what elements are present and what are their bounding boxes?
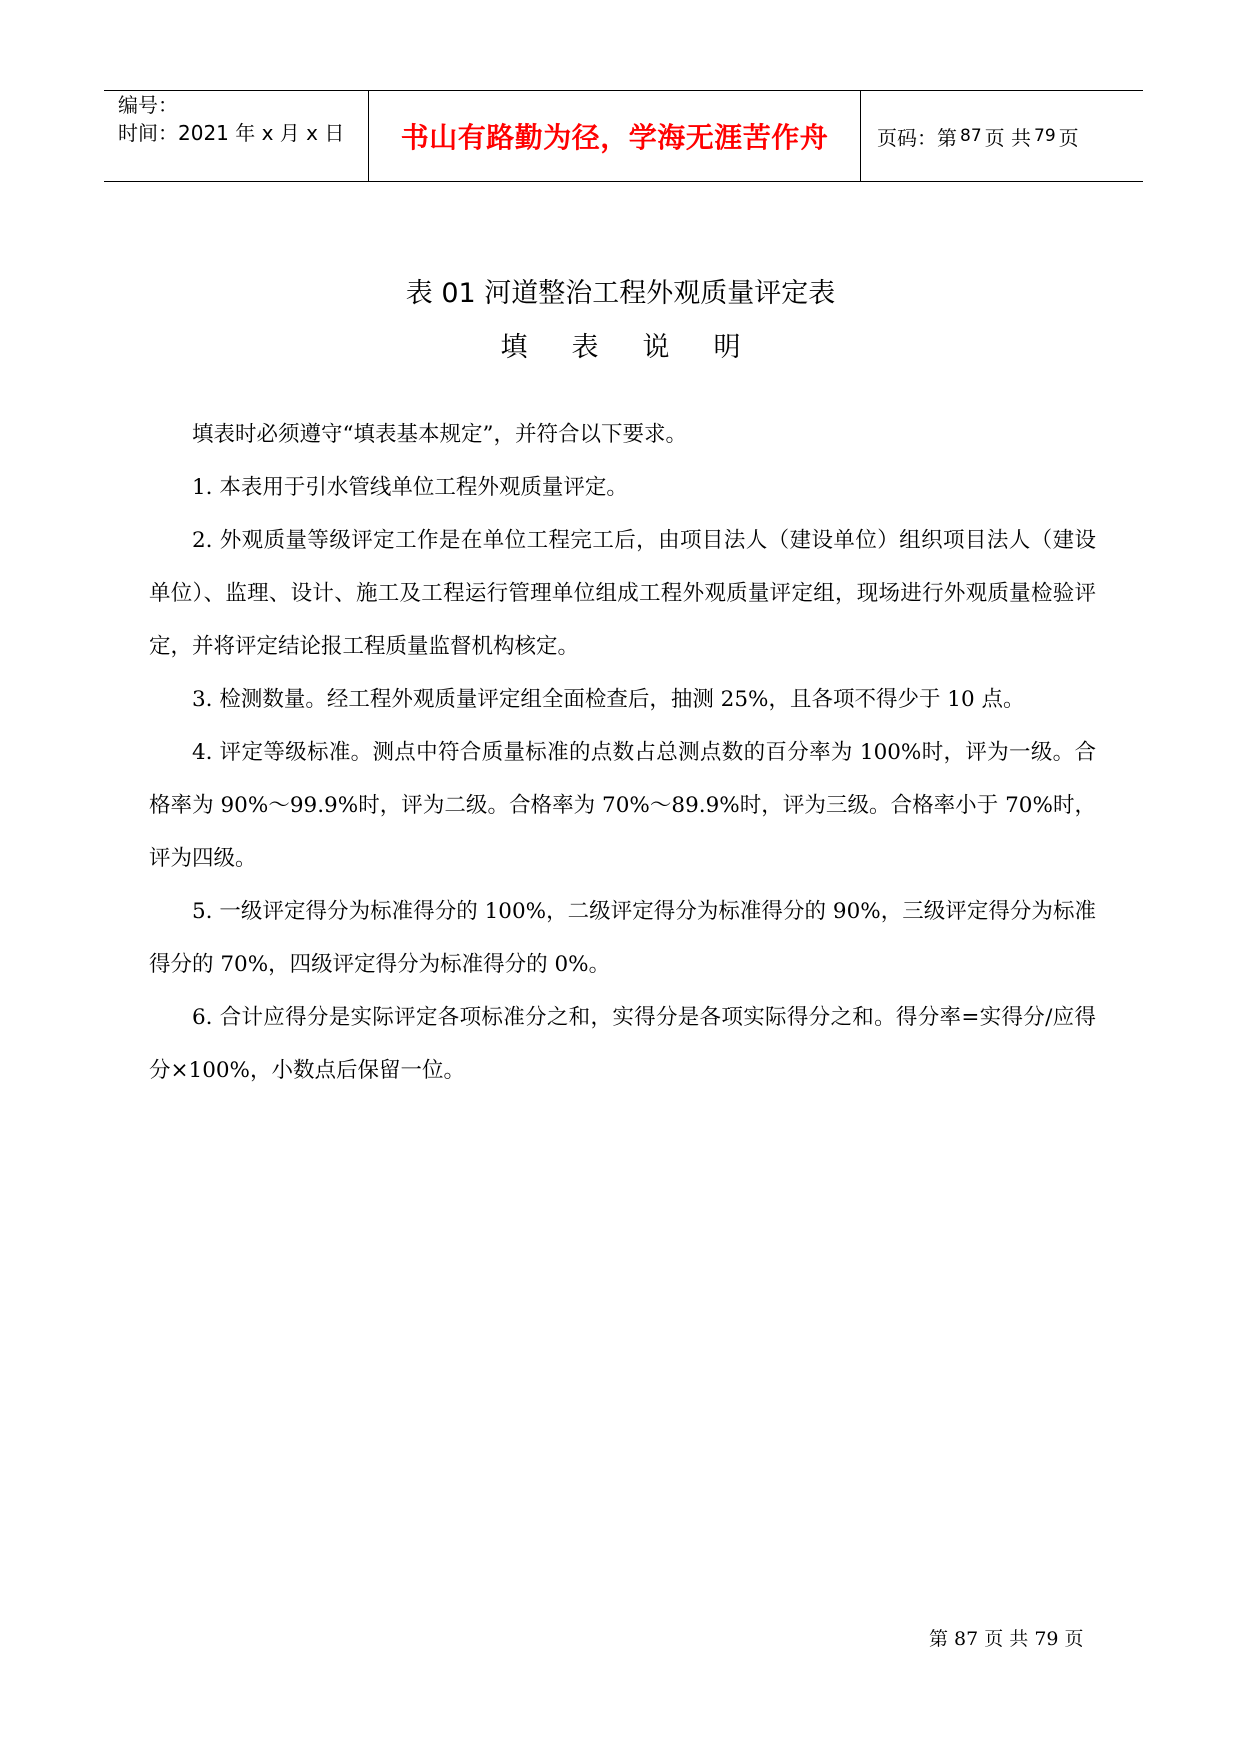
page-total-number: 79 [1034, 126, 1056, 146]
instruction-item-4: 4. 评定等级标准。测点中符合质量标准的点数占总测点数的百分率为 100%时，评为一级。合格率为 90%～99.9%时，评为二级。合格率为 70%～89.9%时，评为三级。合格率小于 70%时，评为四级。 [149, 740, 1096, 871]
motto-text: 书山有路勤为径，学海无涯苦作舟 [400, 121, 829, 154]
intro-paragraph: 填表时必须遵守“填表基本规定”，并符合以下要求。 [192, 422, 687, 447]
date-label: 时间：2021 年 x 月 x 日 [118, 121, 345, 145]
instruction-item-1: 1. 本表用于引水管线单位工程外观质量评定。 [192, 475, 628, 500]
header-page-cell [861, 91, 1143, 181]
page-prefix: 页码：第 [877, 125, 957, 150]
instructions-body [149, 408, 1096, 1097]
document-subtitle: 填表说明 [500, 332, 785, 363]
page-middle: 页 共 [984, 125, 1031, 150]
header-motto-cell [369, 91, 861, 181]
instruction-item-6: 6. 合计应得分是实际评定各项标准分之和，实得分是各项实际得分之和。得分率=实得分/应得分×100%，小数点后保留一位。 [149, 1005, 1096, 1083]
instruction-item-2: 2. 外观质量等级评定工作是在单位工程完工后，由项目法人（建设单位）组织项目法人（建设单位）、监理、设计、施工及工程运行管理单位组成工程外观质量评定组，现场进行外观质量检验评定，并将评定结论报工程质量监督机构核定。 [149, 528, 1096, 659]
page-current-number: 87 [960, 126, 982, 146]
instruction-item-3: 3. 检测数量。经工程外观质量评定组全面检查后，抽测 25%，且各项不得少于 10 点。 [192, 687, 1025, 712]
page-footer: 第 87 页 共 79 页 [929, 1628, 1084, 1650]
serial-number-label: 编号： [118, 93, 178, 117]
header-meta-cell [104, 91, 369, 181]
page-suffix: 页 [1058, 125, 1079, 150]
instruction-item-5: 5. 一级评定得分为标准得分的 100%，二级评定得分为标准得分的 90%，三级评定得分为标准得分的 70%，四级评定得分为标准得分的 0%。 [149, 899, 1096, 977]
document-header [104, 90, 1143, 182]
document-title: 表 01 河道整治工程外观质量评定表 [405, 278, 836, 309]
